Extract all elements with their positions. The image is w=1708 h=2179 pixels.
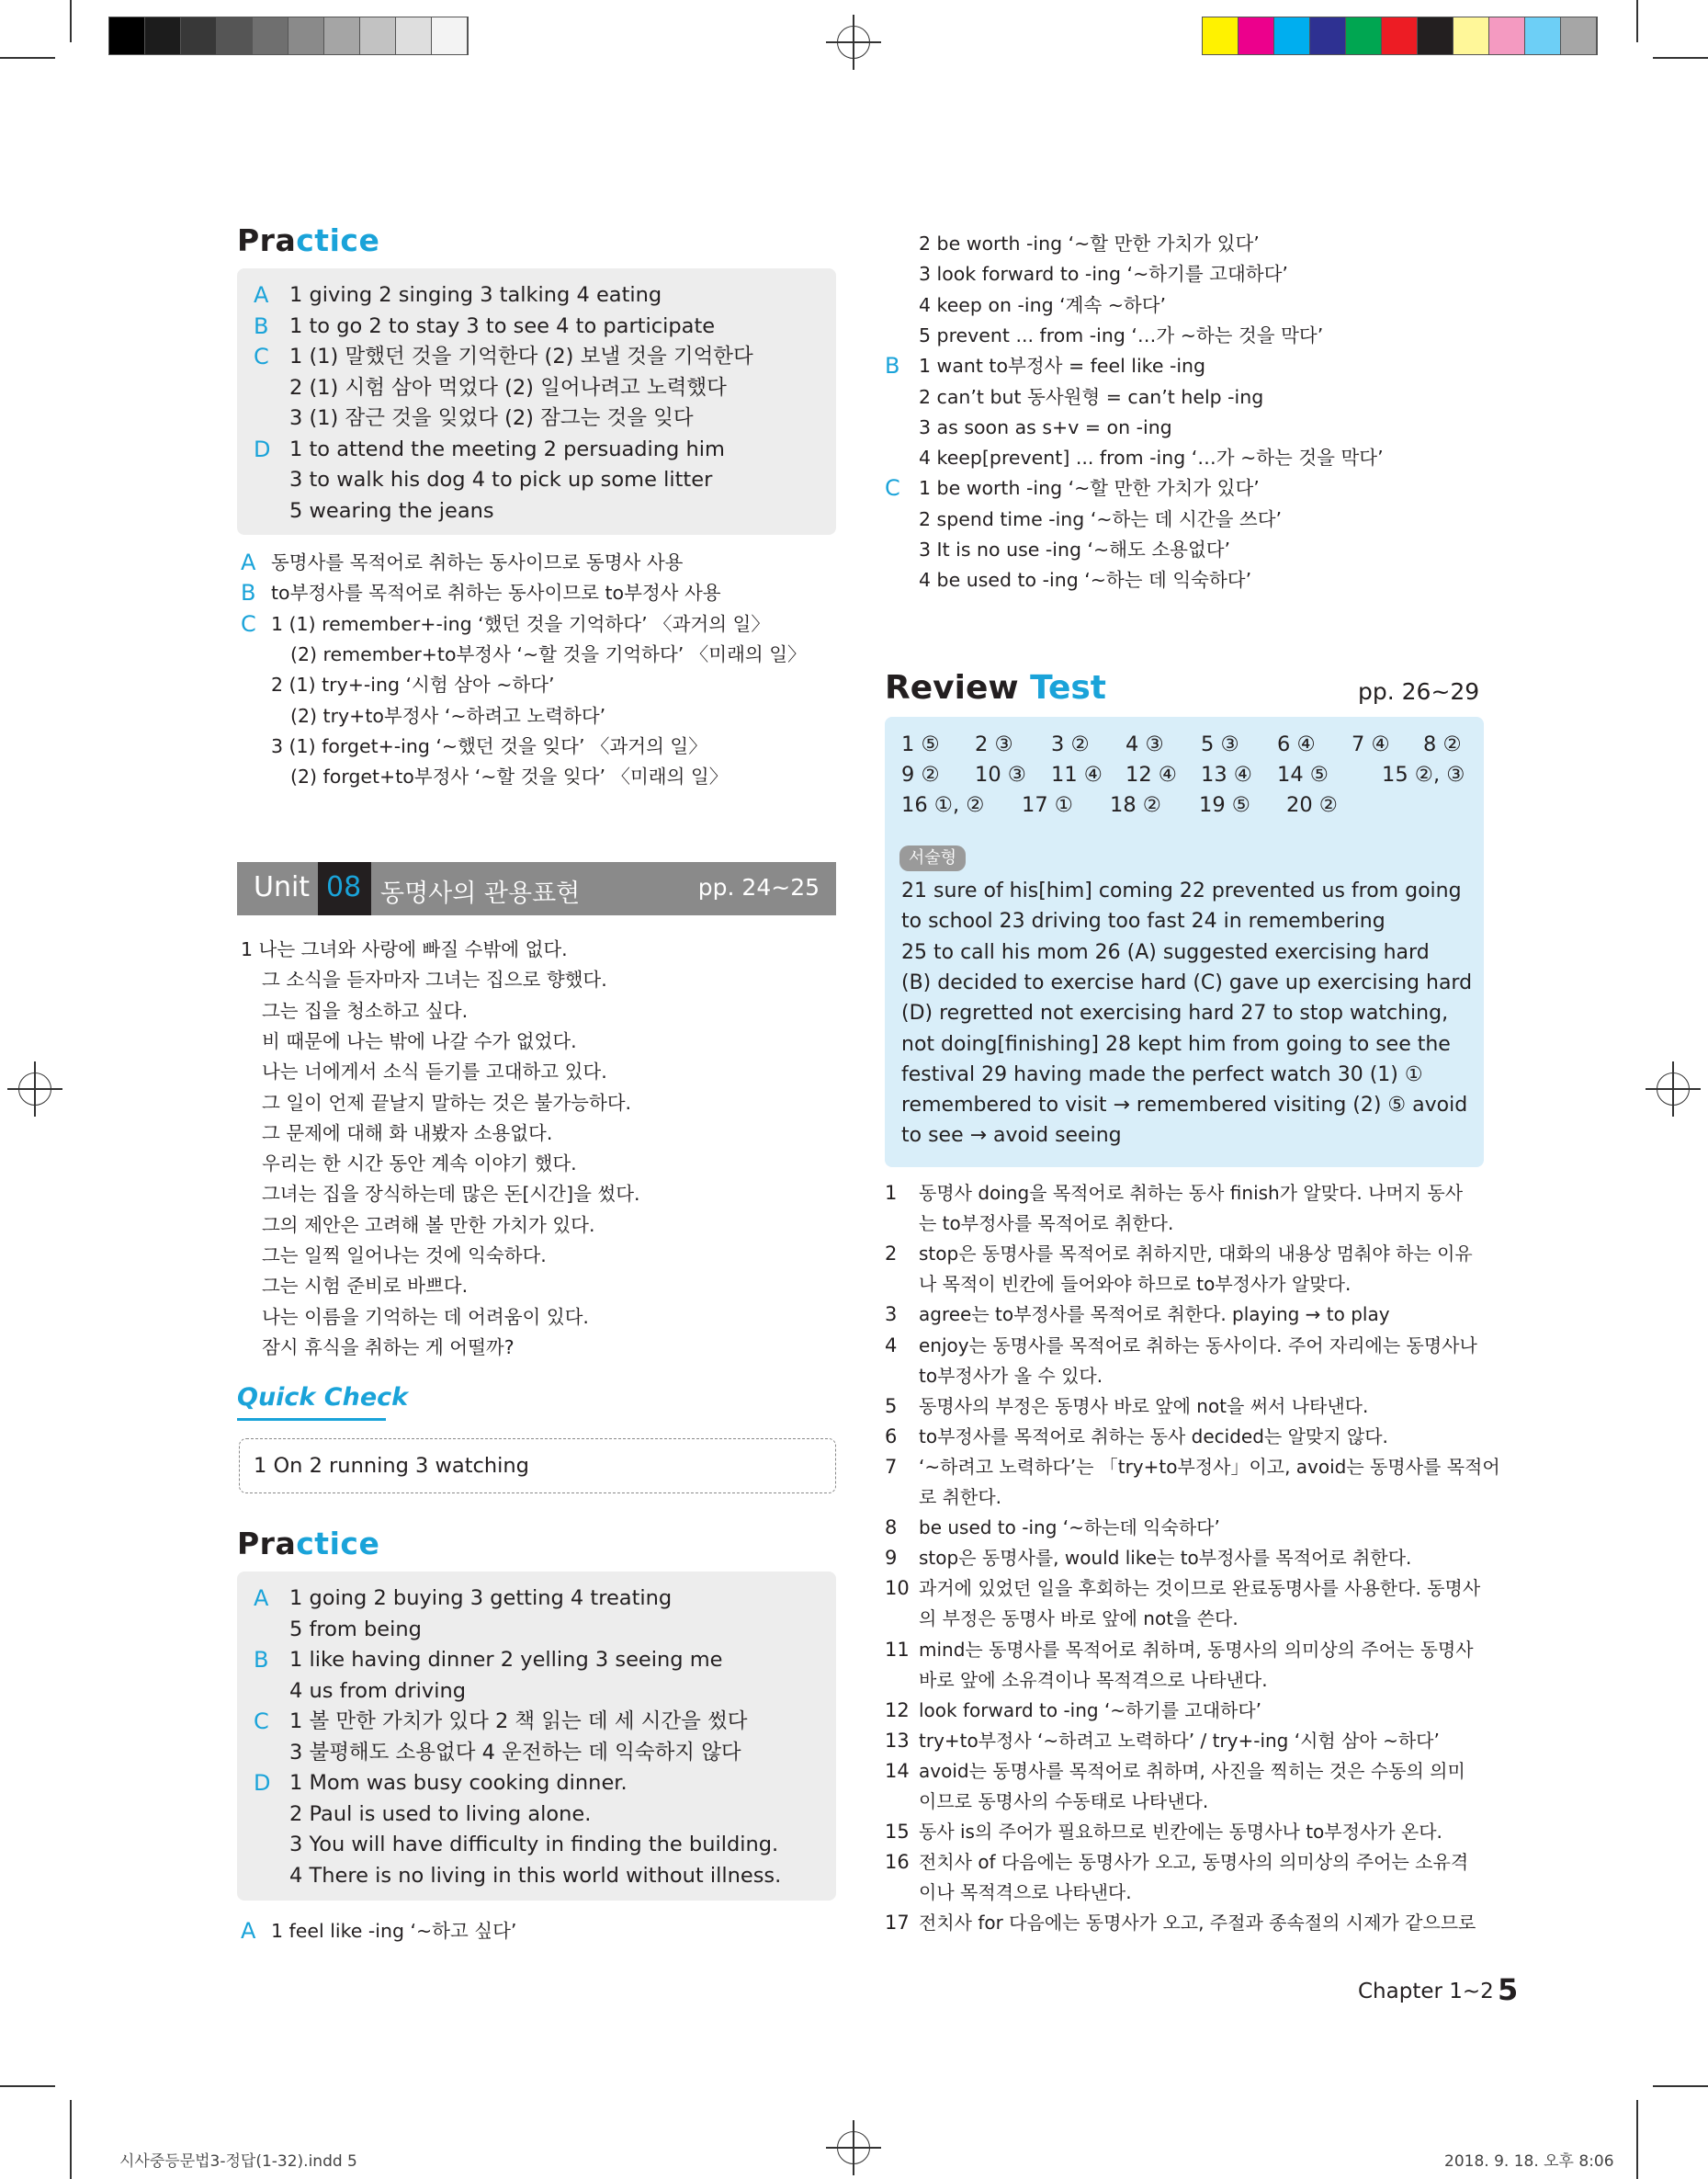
explanation-line: 5 prevent ... from -ing ‘…가 ~하는 것을 막다’ <box>919 323 1324 346</box>
answer-item: 11 ④ <box>1051 763 1103 787</box>
practice-answer-line: 1 to attend the meeting 2 persuading him <box>289 437 725 461</box>
note-line: 동명사 doing을 목적어로 취하는 동사 finish가 알맞다. 나머지 동사 <box>919 1182 1464 1204</box>
footer-date: 2018. 9. 18. 오후 8:06 <box>1444 2152 1614 2171</box>
practice2-answer-line: 1 like having dinner 2 yelling 3 seeing me <box>289 1648 723 1672</box>
answer-item: 17 ① <box>1022 793 1073 817</box>
sentence-line: 나는 너에게서 소식 듣기를 고대하고 있다. <box>262 1061 607 1084</box>
review-test-title: Review Test <box>885 669 1106 707</box>
footer-chapter: Chapter 1~2 <box>1358 1980 1494 2003</box>
practice-title: Practice <box>237 222 380 258</box>
answer-item: 16 ①, ② <box>901 793 985 817</box>
crop-mark <box>1636 2100 1638 2179</box>
note-line: look forward to -ing ‘~하기를 고대하다’ <box>919 1698 1262 1721</box>
gray-swatch <box>217 17 253 54</box>
crop-mark <box>0 57 55 59</box>
practice-answer-line: 3 to walk his dog 4 to pick up some litter <box>289 468 713 492</box>
sentence-line: 잠시 휴식을 취하는 게 어떨까? <box>262 1335 515 1358</box>
answer-item: 13 ④ <box>1201 763 1252 787</box>
essay-answer-line: (D) regretted not exercising hard 27 to stop watching, <box>901 1002 1449 1026</box>
sentence-line: 비 때문에 나는 밖에 나갈 수가 없었다. <box>262 1029 577 1052</box>
sentence-line: 그 문제에 대해 화 내봤자 소용없다. <box>262 1121 553 1144</box>
registration-mark <box>7 1061 62 1117</box>
answer-item: 15 ②, ③ <box>1382 763 1465 787</box>
sentence-line: 그의 제안은 고려해 볼 만한 가치가 있다. <box>262 1213 595 1236</box>
note-number: 7 <box>885 1455 898 1478</box>
answer-item: 9 ② <box>901 763 940 787</box>
color-swatch <box>1310 17 1346 54</box>
gray-swatch <box>181 17 217 54</box>
crop-mark <box>1653 57 1708 59</box>
note-number: 15 <box>885 1821 910 1844</box>
note-number: 10 <box>885 1577 910 1600</box>
answer-item: 7 ④ <box>1352 732 1390 756</box>
explain2-line: 1 feel like -ing ‘~하고 싶다’ <box>271 1920 517 1942</box>
color-swatch <box>1489 17 1525 54</box>
practice-answer-line: 5 wearing the jeans <box>289 498 494 523</box>
note-number: 17 <box>885 1912 910 1935</box>
note-line: 이므로 동명사의 수동태로 나타낸다. <box>919 1790 1209 1812</box>
sentence-line: 그는 일찍 일어나는 것에 익숙하다. <box>262 1244 547 1266</box>
explanation-line: (2) remember+to부정사 ‘~할 것을 기억하다’ 〈미래의 일〉 <box>290 642 807 665</box>
answer-item: 14 ⑤ <box>1277 763 1329 787</box>
explanation-line: 3 look forward to -ing ‘~하기를 고대하다’ <box>919 263 1288 286</box>
sentence-line: 그녀는 집을 장식하는데 많은 돈[시간]을 썼다. <box>262 1183 640 1206</box>
registration-mark <box>826 15 881 70</box>
essay-answer-line: to see → avoid seeing <box>901 1124 1122 1148</box>
gray-swatch <box>360 17 396 54</box>
color-swatch <box>1239 17 1274 54</box>
gray-swatch <box>324 17 360 54</box>
note-number: 5 <box>885 1394 898 1417</box>
answer-item: 12 ④ <box>1125 763 1177 787</box>
sentence-line: 1 나는 그녀와 사랑에 빠질 수밖에 없다. <box>241 938 568 960</box>
unit-title: 동명사의 관용표현 <box>380 880 581 908</box>
gray-swatch <box>288 17 324 54</box>
practice-answer-line: 1 giving 2 singing 3 talking 4 eating <box>289 283 662 307</box>
explanation-line: (2) try+to부정사 ‘~하려고 노력하다’ <box>290 704 606 727</box>
unit-header <box>237 862 836 915</box>
practice2-answer-line: 5 from being <box>289 1617 422 1641</box>
explanation-line: 1 (1) remember+-ing ‘했던 것을 기억하다’ 〈과거의 일〉 <box>271 612 770 635</box>
explanation-line: 2 spend time -ing ‘~하는 데 시간을 쓰다’ <box>919 507 1283 530</box>
practice-answer-line-letter: D <box>254 436 271 462</box>
answer-item: 4 ③ <box>1125 732 1164 756</box>
essay-answer-line: 25 to call his mom 26 (A) suggested exercising hard <box>901 940 1430 964</box>
explanation-line: 2 (1) try+-ing ‘시험 삼아 ~하다’ <box>271 674 555 697</box>
essay-answer-line: remembered to visit → remembered visiting (2) ⑤ avoid <box>901 1094 1468 1118</box>
gray-swatch <box>432 17 468 54</box>
registration-mark <box>826 2120 881 2175</box>
color-swatch <box>1346 17 1382 54</box>
crop-mark <box>1653 2085 1708 2087</box>
sentence-line: 그는 시험 준비로 바쁘다. <box>262 1275 469 1298</box>
practice-answer-line: 1 (1) 말했던 것을 기억한다 (2) 보낼 것을 기억한다 <box>289 345 753 369</box>
unit-number-text: 08 <box>326 871 362 903</box>
explanation-line: 4 keep[prevent] ... from -ing ‘…가 ~하는 것을 막다’ <box>919 447 1384 470</box>
note-line: agree는 to부정사를 목적어로 취한다. playing → to play <box>919 1303 1390 1326</box>
gray-swatch <box>109 17 145 54</box>
review-pages: pp. 26~29 <box>1358 678 1480 705</box>
explanation-line-letter: B <box>885 353 900 380</box>
note-number: 2 <box>885 1243 898 1265</box>
answer-item: 20 ② <box>1286 793 1338 817</box>
practice2-answer-line: 4 There is no living in this world without illness. <box>289 1863 782 1888</box>
quick-check-title: Quick Check <box>237 1383 409 1412</box>
answer-item: 19 ⑤ <box>1199 793 1250 817</box>
essay-badge: 서술형 <box>899 845 966 871</box>
practice2-answer-line: 1 going 2 buying 3 getting 4 treating <box>289 1586 673 1610</box>
note-line: stop은 동명사를, would like는 to부정사를 목적어로 취한다. <box>919 1547 1412 1570</box>
essay-answer-line: festival 29 having made the perfect watch 30 (1) ① <box>901 1062 1423 1086</box>
note-number: 9 <box>885 1547 898 1570</box>
practice-answer-line-letter: C <box>254 344 269 369</box>
practice2-answer-line: 4 us from driving <box>289 1678 467 1703</box>
note-number: 16 <box>885 1851 910 1874</box>
explanation-line: 3 (1) forget+-ing ‘~했던 것을 잊다’ 〈과거의 일〉 <box>271 734 707 757</box>
note-number: 6 <box>885 1424 898 1447</box>
explanation-line-letter: C <box>241 610 256 637</box>
note-number: 8 <box>885 1516 898 1539</box>
answer-item: 1 ⑤ <box>901 732 940 756</box>
color-swatch <box>1203 17 1239 54</box>
crop-mark <box>70 2100 72 2179</box>
practice2-title: Practice <box>237 1526 380 1561</box>
color-swatch <box>1561 17 1597 54</box>
explanation-line: to부정사를 목적어로 취하는 동사이므로 to부정사 사용 <box>271 582 721 605</box>
note-number: 13 <box>885 1729 910 1752</box>
practice2-answer-line-letter: B <box>254 1647 269 1673</box>
explanation-line: 3 It is no use -ing ‘~해도 소용없다’ <box>919 539 1231 561</box>
practice-answer-line: 1 to go 2 to stay 3 to see 4 to participate <box>289 313 716 338</box>
unit-word: Unit <box>254 871 311 903</box>
note-number: 1 <box>885 1182 898 1204</box>
sentence-line: 나는 이름을 기억하는 데 어려움이 있다. <box>262 1305 589 1328</box>
note-line: stop은 동명사를 목적어로 취하지만, 대화의 내용상 멈춰야 하는 이유 <box>919 1243 1473 1265</box>
note-line: to부정사를 목적어로 취하는 동사 decided는 알맞지 않다. <box>919 1424 1388 1447</box>
explanation-line-letter: B <box>241 580 256 607</box>
note-line: 과거에 있었던 일을 후회하는 것이므로 완료동명사를 사용한다. 동명사 <box>919 1577 1481 1600</box>
note-number: 4 <box>885 1334 898 1356</box>
practice2-answer-line-letter: A <box>254 1585 269 1611</box>
explanation-line: 1 want to부정사 = feel like -ing <box>919 355 1206 378</box>
explanation-line-letter: C <box>885 475 900 502</box>
practice-answer-line: 2 (1) 시험 삼아 먹었다 (2) 일어나려고 노력했다 <box>289 375 727 400</box>
note-line: 나 목적이 빈칸에 들어와야 하므로 to부정사가 알맞다. <box>919 1273 1352 1296</box>
note-line: try+to부정사 ‘~하려고 노력하다’ / try+-ing ‘시험 삼아 ~하다’ <box>919 1729 1440 1752</box>
note-line: ‘~하려고 노력하다’는 「try+to부정사」이고, avoid는 동명사를 목적어 <box>919 1455 1500 1478</box>
explanation-line: 4 keep on -ing ‘계속 ~하다’ <box>919 293 1167 316</box>
note-line: avoid는 동명사를 목적어로 취하며, 사진을 찍히는 것은 수동의 의미 <box>919 1759 1465 1782</box>
note-line: 이나 목적격으로 나타낸다. <box>919 1881 1132 1904</box>
color-swatch <box>1274 17 1310 54</box>
color-swatch <box>1418 17 1453 54</box>
answer-item: 5 ③ <box>1201 732 1239 756</box>
crop-mark <box>0 2085 55 2087</box>
gray-swatch <box>396 17 432 54</box>
note-number: 12 <box>885 1698 910 1721</box>
note-line: be used to -ing ‘~하는데 익숙하다’ <box>919 1516 1220 1539</box>
sentence-line: 그 소식을 듣자마자 그녀는 집으로 향했다. <box>262 969 607 992</box>
quick-check-underline <box>237 1418 386 1421</box>
footer-page-number: 5 <box>1498 1972 1519 2007</box>
practice-answer-line-letter: B <box>254 312 269 339</box>
practice2-answer-line: 3 You will have difficulty in finding the building. <box>289 1833 779 1856</box>
note-number: 3 <box>885 1303 898 1326</box>
color-swatch <box>1382 17 1418 54</box>
explanation-line: 4 be used to -ing ‘~하는 데 익숙하다’ <box>919 569 1252 592</box>
note-line: mind는 동명사를 목적어로 취하며, 동명사의 의미상의 주어는 동명사 <box>919 1638 1474 1661</box>
practice2-answer-line: 1 볼 만한 가치가 있다 2 책 읽는 데 세 시간을 썼다 <box>289 1709 748 1733</box>
color-swatch <box>1453 17 1489 54</box>
essay-answer-line: (B) decided to exercise hard (C) gave up exercising hard <box>901 970 1473 994</box>
explanation-line: 2 be worth -ing ‘~할 만한 가치가 있다’ <box>919 233 1260 255</box>
explain2-letter: A <box>241 1918 256 1944</box>
explanation-line: 3 as soon as s+v = on -ing <box>919 415 1172 438</box>
explanation-line: (2) forget+to부정사 ‘~할 것을 잊다’ 〈미래의 일〉 <box>290 766 729 789</box>
note-line: to부정사가 올 수 있다. <box>919 1364 1103 1387</box>
crop-mark <box>1636 0 1638 42</box>
cmyk-color-bar <box>1202 17 1598 55</box>
practice2-answer-line: 1 Mom was busy cooking dinner. <box>289 1771 628 1795</box>
note-line: enjoy는 동명사를 목적어로 취하는 동사이다. 주어 자리에는 동명사나 <box>919 1334 1477 1356</box>
note-line: 전치사 of 다음에는 동명사가 오고, 동명사의 의미상의 주어는 소유격 <box>919 1851 1469 1874</box>
color-swatch <box>1525 17 1561 54</box>
note-line: 동사 is의 주어가 필요하므로 빈칸에는 동명사나 to부정사가 온다. <box>919 1821 1442 1844</box>
practice2-answer-line: 2 Paul is used to living alone. <box>289 1801 592 1826</box>
note-line: 동명사의 부정은 동명사 바로 앞에 not을 써서 나타낸다. <box>919 1394 1369 1417</box>
practice-answer-line: 3 (1) 잠근 것을 잊었다 (2) 잠그는 것을 잊다 <box>289 406 694 430</box>
note-line: 로 취한다. <box>919 1486 1001 1508</box>
crop-mark <box>70 0 72 42</box>
note-number: 14 <box>885 1759 910 1782</box>
note-number: 11 <box>885 1638 910 1661</box>
essay-answer-line: to school 23 driving too fast 24 in remembering <box>901 910 1386 934</box>
note-line: 바로 앞에 소유격이나 목적격으로 나타낸다. <box>919 1668 1268 1691</box>
answer-item: 2 ③ <box>975 732 1013 756</box>
practice2-answer-line-letter: D <box>254 1770 271 1796</box>
note-line: 전치사 for 다음에는 동명사가 오고, 주절과 종속절의 시제가 같으므로 <box>919 1912 1476 1935</box>
explanation-line: 동명사를 목적어로 취하는 동사이므로 동명사 사용 <box>271 551 684 573</box>
explanation-line-letter: A <box>241 550 256 575</box>
sentence-line: 그는 집을 청소하고 싶다. <box>262 999 469 1022</box>
answer-item: 3 ② <box>1051 732 1090 756</box>
footer-file-name: 시사중등문법3-정답(1-32).indd 5 <box>119 2152 357 2171</box>
gray-swatch <box>253 17 288 54</box>
answer-item: 8 ② <box>1423 732 1462 756</box>
registration-mark <box>1646 1061 1701 1117</box>
answer-item: 10 ③ <box>975 763 1026 787</box>
quick-check-answer: 1 On 2 running 3 watching <box>254 1454 529 1478</box>
essay-answer-line: not doing[finishing] 28 kept him from going to see the <box>901 1032 1451 1056</box>
sentence-line: 그 일이 언제 끝날지 말하는 것은 불가능하다. <box>262 1091 632 1114</box>
sentence-line: 우리는 한 시간 동안 계속 이야기 했다. <box>262 1152 577 1175</box>
answer-item: 18 ② <box>1110 793 1161 817</box>
answer-item: 6 ④ <box>1277 732 1316 756</box>
explanation-line: 1 be worth -ing ‘~할 만한 가치가 있다’ <box>919 477 1260 500</box>
practice2-answer-line-letter: C <box>254 1708 269 1734</box>
gray-swatch <box>145 17 181 54</box>
essay-answer-line: 21 sure of his[him] coming 22 prevented us from going <box>901 880 1462 902</box>
gray-color-bar <box>108 17 469 55</box>
note-line: 의 부정은 동명사 바로 앞에 not을 쓴다. <box>919 1607 1239 1630</box>
explanation-line: 2 can’t but 동사원형 = can’t help -ing <box>919 385 1264 408</box>
practice2-answer-line: 3 불평해도 소용없다 4 운전하는 데 익숙하지 않다 <box>289 1740 741 1765</box>
unit-pages: pp. 24~25 <box>697 874 820 901</box>
note-line: 는 to부정사를 목적어로 취한다. <box>919 1212 1174 1235</box>
practice-answer-line-letter: A <box>254 282 269 308</box>
